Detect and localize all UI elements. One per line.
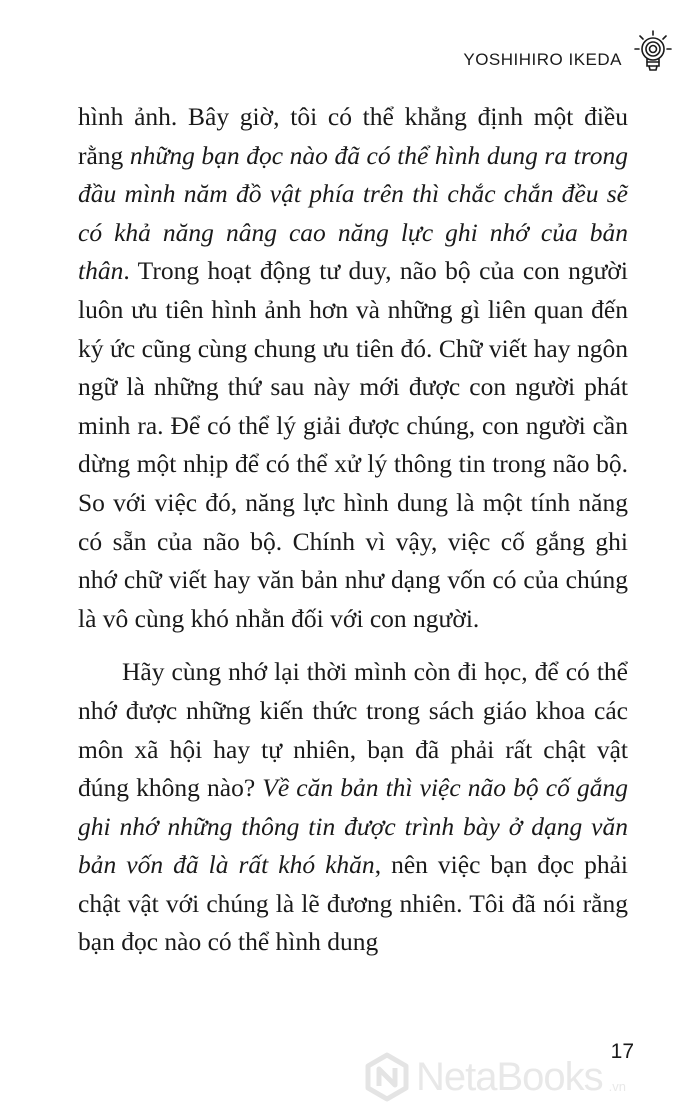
author-name: YOSHIHIRO IKEDA (463, 50, 622, 69)
text-segment: , nên việc bạn đọc phải chật vật với chúng là lẽ đương nhiên. Tôi đã nói rằng bạn đọc nào có thể hình dung (78, 850, 628, 957)
watermark (364, 1052, 626, 1102)
text-segment: hình ảnh. Bây giờ, tôi có thể khẳng định một điều rằng (78, 102, 628, 170)
text-segment: . Trong hoạt động tư duy, não bộ của con người luôn ưu tiên hình ảnh hơn và những gì liên quan đến ký ức cũng cùng chung ưu tiên đó. Chữ viết hay ngôn ngữ là những thứ sau này mới được con người phát minh ra. Để có thể lý giải được chúng, con người cần dừng một nhịp để có thể xử lý thông tin trong não bộ. So với việc đó, năng lực hình dung là một tính năng có sẵn của não bộ. Chính vì vậy, việc cố gắng ghi nhớ chữ viết hay văn bản như dạng vốn có của chúng là vô cùng khó nhằn đối với con người. (78, 256, 628, 633)
text-segment: Hãy cùng nhớ lại thời mình còn đi học, để có thể nhớ được những kiến thức trong sách giáo khoa các môn xã hội hay tự nhiên, bạn đã phải rất chật vật đúng không nào? (78, 657, 628, 803)
running-header (463, 30, 672, 76)
body-text (78, 98, 628, 962)
paragraph-1 (78, 98, 628, 638)
italic-emphasis: những bạn đọc nào đã có thể hình dung ra trong đầu mình năm đồ vật phía trên thì chắc chắn đều sẽ có khả năng nâng cao năng lực ghi nhớ của bản thân (78, 140, 628, 286)
italic-emphasis: Về căn bản thì việc não bộ cố gắng ghi nhớ những thông tin được trình bày ở dạng văn bản vốn đã là rất khó khăn (78, 773, 628, 880)
page-number: 17 (610, 1040, 634, 1063)
paragraph-2 (78, 653, 628, 962)
watermark-brand: NetaBooks (416, 1054, 603, 1099)
netabooks-logo-icon (364, 1052, 410, 1102)
watermark-suffix: .vn (608, 1079, 627, 1094)
lightbulb-icon (634, 30, 672, 76)
